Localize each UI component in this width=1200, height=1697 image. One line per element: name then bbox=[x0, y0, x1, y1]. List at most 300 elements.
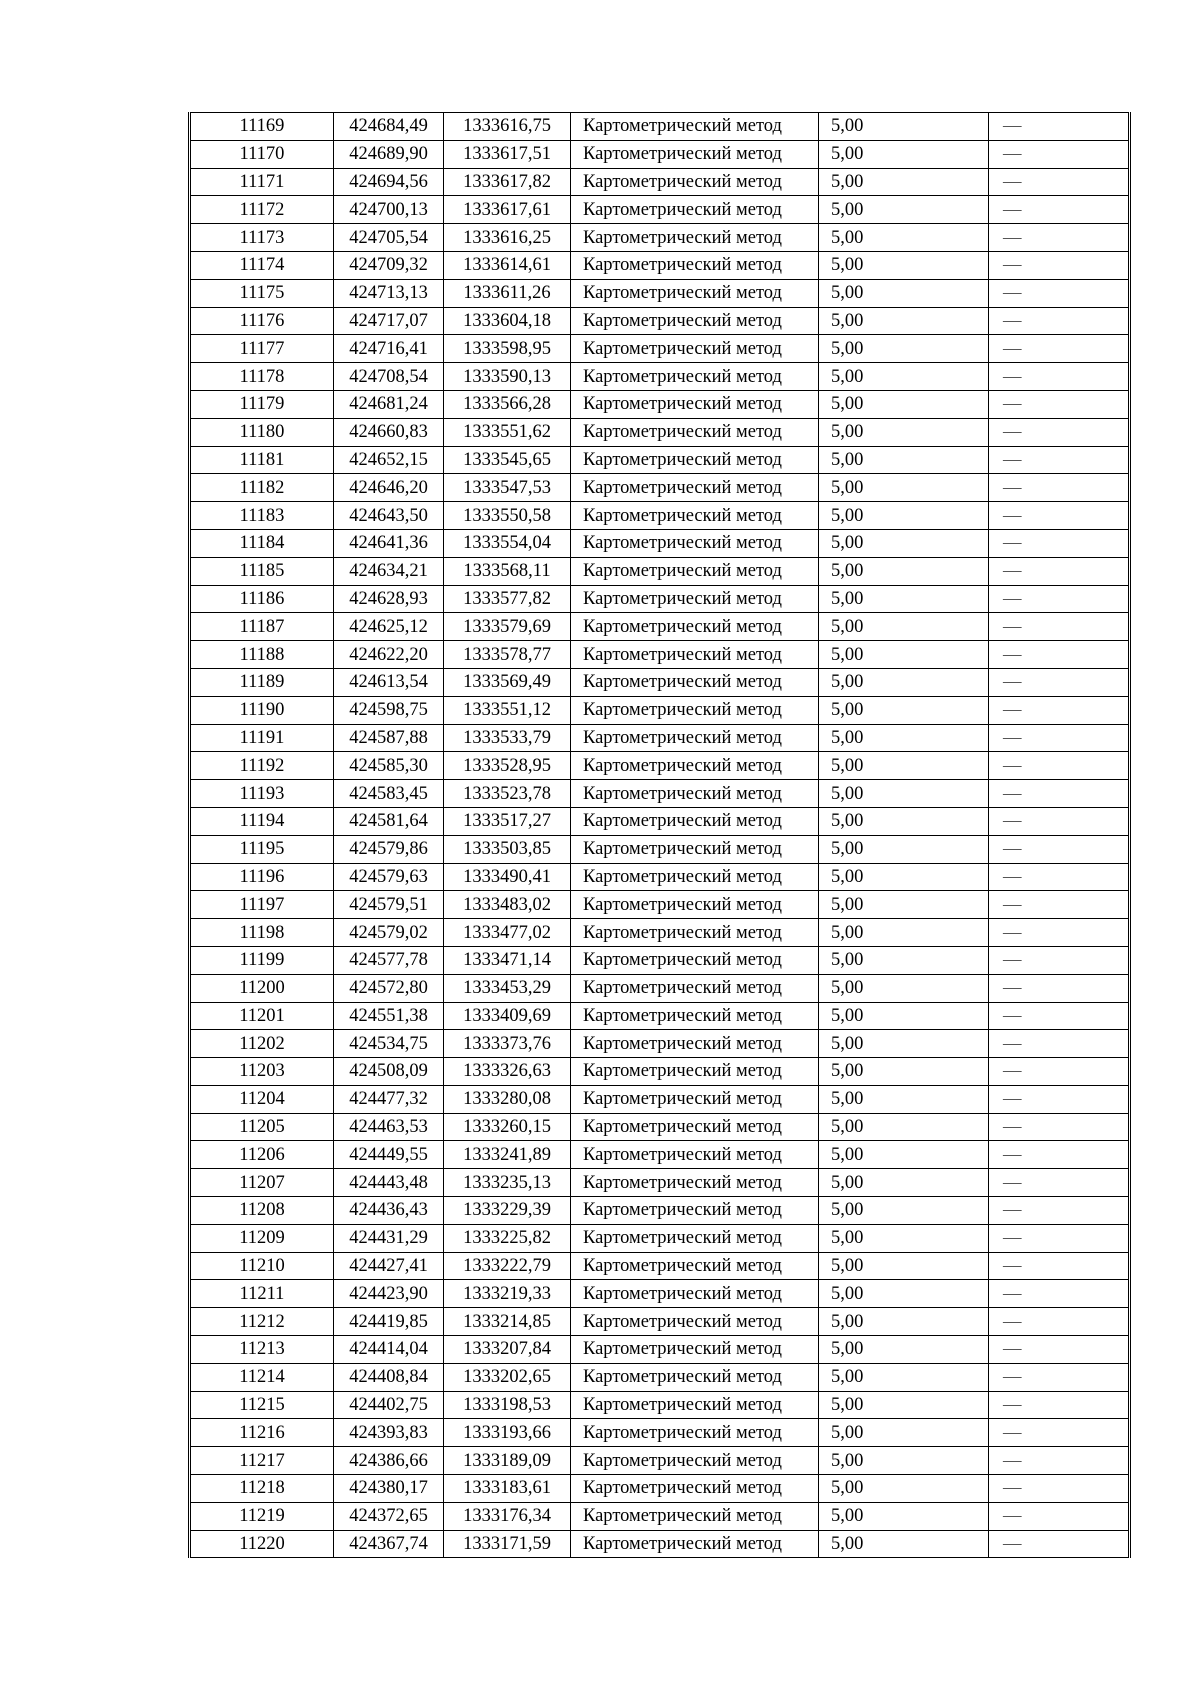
method-cell: Картометрический метод bbox=[571, 529, 819, 557]
point-number-cell: 11185 bbox=[190, 557, 334, 585]
x-coordinate-cell: 424684,49 bbox=[334, 113, 444, 141]
table-row bbox=[190, 696, 1130, 724]
point-number-cell: 11209 bbox=[190, 1224, 334, 1252]
method-cell: Картометрический метод bbox=[571, 307, 819, 335]
method-cell: Картометрический метод bbox=[571, 641, 819, 669]
x-coordinate-cell: 424613,54 bbox=[334, 668, 444, 696]
table-row bbox=[190, 363, 1130, 391]
description-cell: — bbox=[989, 279, 1130, 307]
y-coordinate-cell: 1333617,51 bbox=[444, 140, 571, 168]
table-row bbox=[190, 1224, 1130, 1252]
method-cell: Картометрический метод bbox=[571, 446, 819, 474]
y-coordinate-cell: 1333503,85 bbox=[444, 835, 571, 863]
method-cell: Картометрический метод bbox=[571, 557, 819, 585]
description-cell: — bbox=[989, 1058, 1130, 1086]
description-cell: — bbox=[989, 696, 1130, 724]
method-cell: Картометрический метод bbox=[571, 1085, 819, 1113]
x-coordinate-cell: 424386,66 bbox=[334, 1447, 444, 1475]
table-row bbox=[190, 446, 1130, 474]
accuracy-cell: 5,00 bbox=[819, 1141, 989, 1169]
point-number-cell: 11174 bbox=[190, 251, 334, 279]
point-number-cell: 11218 bbox=[190, 1475, 334, 1503]
description-cell: — bbox=[989, 1530, 1130, 1558]
x-coordinate-cell: 424581,64 bbox=[334, 807, 444, 835]
table-row bbox=[190, 1169, 1130, 1197]
table-row bbox=[190, 279, 1130, 307]
description-cell: — bbox=[989, 168, 1130, 196]
table-row bbox=[190, 168, 1130, 196]
method-cell: Картометрический метод bbox=[571, 1252, 819, 1280]
accuracy-cell: 5,00 bbox=[819, 835, 989, 863]
point-number-cell: 11173 bbox=[190, 224, 334, 252]
y-coordinate-cell: 1333235,13 bbox=[444, 1169, 571, 1197]
accuracy-cell: 5,00 bbox=[819, 1169, 989, 1197]
y-coordinate-cell: 1333241,89 bbox=[444, 1141, 571, 1169]
y-coordinate-cell: 1333517,27 bbox=[444, 807, 571, 835]
method-cell: Картометрический метод bbox=[571, 863, 819, 891]
method-cell: Картометрический метод bbox=[571, 168, 819, 196]
y-coordinate-cell: 1333577,82 bbox=[444, 585, 571, 613]
description-cell: — bbox=[989, 1502, 1130, 1530]
table-row bbox=[190, 668, 1130, 696]
method-cell: Картометрический метод bbox=[571, 1141, 819, 1169]
point-number-cell: 11201 bbox=[190, 1002, 334, 1030]
description-cell: — bbox=[989, 1141, 1130, 1169]
y-coordinate-cell: 1333229,39 bbox=[444, 1197, 571, 1225]
method-cell: Картометрический метод bbox=[571, 1113, 819, 1141]
y-coordinate-cell: 1333528,95 bbox=[444, 752, 571, 780]
y-coordinate-cell: 1333176,34 bbox=[444, 1502, 571, 1530]
x-coordinate-cell: 424634,21 bbox=[334, 557, 444, 585]
point-number-cell: 11181 bbox=[190, 446, 334, 474]
x-coordinate-cell: 424681,24 bbox=[334, 390, 444, 418]
point-number-cell: 11198 bbox=[190, 919, 334, 947]
point-number-cell: 11189 bbox=[190, 668, 334, 696]
table-row bbox=[190, 1391, 1130, 1419]
method-cell: Картометрический метод bbox=[571, 279, 819, 307]
accuracy-cell: 5,00 bbox=[819, 1197, 989, 1225]
x-coordinate-cell: 424534,75 bbox=[334, 1030, 444, 1058]
accuracy-cell: 5,00 bbox=[819, 1058, 989, 1086]
accuracy-cell: 5,00 bbox=[819, 418, 989, 446]
description-cell: — bbox=[989, 1475, 1130, 1503]
description-cell: — bbox=[989, 1030, 1130, 1058]
coordinates-table bbox=[188, 112, 1131, 1558]
x-coordinate-cell: 424700,13 bbox=[334, 196, 444, 224]
y-coordinate-cell: 1333225,82 bbox=[444, 1224, 571, 1252]
y-coordinate-cell: 1333409,69 bbox=[444, 1002, 571, 1030]
description-cell: — bbox=[989, 752, 1130, 780]
x-coordinate-cell: 424463,53 bbox=[334, 1113, 444, 1141]
description-cell: — bbox=[989, 724, 1130, 752]
point-number-cell: 11202 bbox=[190, 1030, 334, 1058]
description-cell: — bbox=[989, 1363, 1130, 1391]
description-cell: — bbox=[989, 1419, 1130, 1447]
point-number-cell: 11205 bbox=[190, 1113, 334, 1141]
y-coordinate-cell: 1333471,14 bbox=[444, 946, 571, 974]
method-cell: Картометрический метод bbox=[571, 1058, 819, 1086]
table-row bbox=[190, 224, 1130, 252]
accuracy-cell: 5,00 bbox=[819, 1113, 989, 1141]
x-coordinate-cell: 424713,13 bbox=[334, 279, 444, 307]
table-row bbox=[190, 1363, 1130, 1391]
x-coordinate-cell: 424402,75 bbox=[334, 1391, 444, 1419]
description-cell: — bbox=[989, 668, 1130, 696]
y-coordinate-cell: 1333616,25 bbox=[444, 224, 571, 252]
description-cell: — bbox=[989, 390, 1130, 418]
method-cell: Картометрический метод bbox=[571, 780, 819, 808]
y-coordinate-cell: 1333523,78 bbox=[444, 780, 571, 808]
point-number-cell: 11208 bbox=[190, 1197, 334, 1225]
table-row bbox=[190, 390, 1130, 418]
accuracy-cell: 5,00 bbox=[819, 613, 989, 641]
table-row bbox=[190, 946, 1130, 974]
point-number-cell: 11171 bbox=[190, 168, 334, 196]
method-cell: Картометрический метод bbox=[571, 696, 819, 724]
y-coordinate-cell: 1333193,66 bbox=[444, 1419, 571, 1447]
accuracy-cell: 5,00 bbox=[819, 1336, 989, 1364]
description-cell: — bbox=[989, 835, 1130, 863]
x-coordinate-cell: 424393,83 bbox=[334, 1419, 444, 1447]
point-number-cell: 11172 bbox=[190, 196, 334, 224]
description-cell: — bbox=[989, 307, 1130, 335]
description-cell: — bbox=[989, 446, 1130, 474]
description-cell: — bbox=[989, 529, 1130, 557]
point-number-cell: 11195 bbox=[190, 835, 334, 863]
point-number-cell: 11220 bbox=[190, 1530, 334, 1558]
table-row bbox=[190, 613, 1130, 641]
table-row bbox=[190, 474, 1130, 502]
table-row bbox=[190, 1030, 1130, 1058]
accuracy-cell: 5,00 bbox=[819, 1224, 989, 1252]
point-number-cell: 11213 bbox=[190, 1336, 334, 1364]
description-cell: — bbox=[989, 641, 1130, 669]
accuracy-cell: 5,00 bbox=[819, 724, 989, 752]
table-row bbox=[190, 1058, 1130, 1086]
table-row bbox=[190, 1530, 1130, 1558]
point-number-cell: 11190 bbox=[190, 696, 334, 724]
accuracy-cell: 5,00 bbox=[819, 919, 989, 947]
method-cell: Картометрический метод bbox=[571, 251, 819, 279]
method-cell: Картометрический метод bbox=[571, 1308, 819, 1336]
x-coordinate-cell: 424427,41 bbox=[334, 1252, 444, 1280]
table-row bbox=[190, 1336, 1130, 1364]
table-row bbox=[190, 557, 1130, 585]
table-row bbox=[190, 335, 1130, 363]
method-cell: Картометрический метод bbox=[571, 418, 819, 446]
method-cell: Картометрический метод bbox=[571, 1197, 819, 1225]
description-cell: — bbox=[989, 1391, 1130, 1419]
method-cell: Картометрический метод bbox=[571, 363, 819, 391]
point-number-cell: 11214 bbox=[190, 1363, 334, 1391]
method-cell: Картометрический метод bbox=[571, 724, 819, 752]
point-number-cell: 11191 bbox=[190, 724, 334, 752]
table-row bbox=[190, 1113, 1130, 1141]
y-coordinate-cell: 1333490,41 bbox=[444, 863, 571, 891]
y-coordinate-cell: 1333611,26 bbox=[444, 279, 571, 307]
description-cell: — bbox=[989, 780, 1130, 808]
point-number-cell: 11176 bbox=[190, 307, 334, 335]
point-number-cell: 11215 bbox=[190, 1391, 334, 1419]
accuracy-cell: 5,00 bbox=[819, 474, 989, 502]
point-number-cell: 11184 bbox=[190, 529, 334, 557]
description-cell: — bbox=[989, 502, 1130, 530]
method-cell: Картометрический метод bbox=[571, 807, 819, 835]
method-cell: Картометрический метод bbox=[571, 613, 819, 641]
description-cell: — bbox=[989, 613, 1130, 641]
y-coordinate-cell: 1333590,13 bbox=[444, 363, 571, 391]
x-coordinate-cell: 424694,56 bbox=[334, 168, 444, 196]
x-coordinate-cell: 424643,50 bbox=[334, 502, 444, 530]
y-coordinate-cell: 1333171,59 bbox=[444, 1530, 571, 1558]
point-number-cell: 11192 bbox=[190, 752, 334, 780]
table-row bbox=[190, 529, 1130, 557]
accuracy-cell: 5,00 bbox=[819, 1030, 989, 1058]
x-coordinate-cell: 424372,65 bbox=[334, 1502, 444, 1530]
method-cell: Картометрический метод bbox=[571, 224, 819, 252]
method-cell: Картометрический метод bbox=[571, 1502, 819, 1530]
point-number-cell: 11186 bbox=[190, 585, 334, 613]
y-coordinate-cell: 1333533,79 bbox=[444, 724, 571, 752]
x-coordinate-cell: 424583,45 bbox=[334, 780, 444, 808]
x-coordinate-cell: 424628,93 bbox=[334, 585, 444, 613]
description-cell: — bbox=[989, 557, 1130, 585]
y-coordinate-cell: 1333617,61 bbox=[444, 196, 571, 224]
description-cell: — bbox=[989, 196, 1130, 224]
x-coordinate-cell: 424443,48 bbox=[334, 1169, 444, 1197]
y-coordinate-cell: 1333280,08 bbox=[444, 1085, 571, 1113]
x-coordinate-cell: 424423,90 bbox=[334, 1280, 444, 1308]
accuracy-cell: 5,00 bbox=[819, 446, 989, 474]
point-number-cell: 11179 bbox=[190, 390, 334, 418]
coordinates-table-body bbox=[190, 113, 1130, 1558]
point-number-cell: 11211 bbox=[190, 1280, 334, 1308]
point-number-cell: 11206 bbox=[190, 1141, 334, 1169]
x-coordinate-cell: 424579,63 bbox=[334, 863, 444, 891]
x-coordinate-cell: 424587,88 bbox=[334, 724, 444, 752]
y-coordinate-cell: 1333578,77 bbox=[444, 641, 571, 669]
point-number-cell: 11199 bbox=[190, 946, 334, 974]
x-coordinate-cell: 424577,78 bbox=[334, 946, 444, 974]
description-cell: — bbox=[989, 585, 1130, 613]
description-cell: — bbox=[989, 474, 1130, 502]
method-cell: Картометрический метод bbox=[571, 113, 819, 141]
accuracy-cell: 5,00 bbox=[819, 140, 989, 168]
accuracy-cell: 5,00 bbox=[819, 1002, 989, 1030]
point-number-cell: 11210 bbox=[190, 1252, 334, 1280]
table-row bbox=[190, 140, 1130, 168]
description-cell: — bbox=[989, 1085, 1130, 1113]
y-coordinate-cell: 1333483,02 bbox=[444, 891, 571, 919]
x-coordinate-cell: 424705,54 bbox=[334, 224, 444, 252]
x-coordinate-cell: 424717,07 bbox=[334, 307, 444, 335]
y-coordinate-cell: 1333554,04 bbox=[444, 529, 571, 557]
description-cell: — bbox=[989, 113, 1130, 141]
table-row bbox=[190, 502, 1130, 530]
accuracy-cell: 5,00 bbox=[819, 668, 989, 696]
description-cell: — bbox=[989, 1447, 1130, 1475]
x-coordinate-cell: 424408,84 bbox=[334, 1363, 444, 1391]
method-cell: Картометрический метод bbox=[571, 835, 819, 863]
point-number-cell: 11200 bbox=[190, 974, 334, 1002]
x-coordinate-cell: 424708,54 bbox=[334, 363, 444, 391]
point-number-cell: 11216 bbox=[190, 1419, 334, 1447]
accuracy-cell: 5,00 bbox=[819, 752, 989, 780]
accuracy-cell: 5,00 bbox=[819, 585, 989, 613]
x-coordinate-cell: 424508,09 bbox=[334, 1058, 444, 1086]
accuracy-cell: 5,00 bbox=[819, 224, 989, 252]
method-cell: Картометрический метод bbox=[571, 502, 819, 530]
method-cell: Картометрический метод bbox=[571, 919, 819, 947]
table-row bbox=[190, 251, 1130, 279]
point-number-cell: 11217 bbox=[190, 1447, 334, 1475]
y-coordinate-cell: 1333579,69 bbox=[444, 613, 571, 641]
method-cell: Картометрический метод bbox=[571, 1363, 819, 1391]
point-number-cell: 11194 bbox=[190, 807, 334, 835]
table-row bbox=[190, 1252, 1130, 1280]
description-cell: — bbox=[989, 1113, 1130, 1141]
method-cell: Картометрический метод bbox=[571, 1419, 819, 1447]
table-row bbox=[190, 1280, 1130, 1308]
y-coordinate-cell: 1333222,79 bbox=[444, 1252, 571, 1280]
description-cell: — bbox=[989, 919, 1130, 947]
x-coordinate-cell: 424449,55 bbox=[334, 1141, 444, 1169]
accuracy-cell: 5,00 bbox=[819, 1391, 989, 1419]
table-row bbox=[190, 807, 1130, 835]
x-coordinate-cell: 424380,17 bbox=[334, 1475, 444, 1503]
description-cell: — bbox=[989, 974, 1130, 1002]
table-row bbox=[190, 780, 1130, 808]
y-coordinate-cell: 1333214,85 bbox=[444, 1308, 571, 1336]
y-coordinate-cell: 1333183,61 bbox=[444, 1475, 571, 1503]
x-coordinate-cell: 424641,36 bbox=[334, 529, 444, 557]
table-row bbox=[190, 1502, 1130, 1530]
x-coordinate-cell: 424579,51 bbox=[334, 891, 444, 919]
point-number-cell: 11177 bbox=[190, 335, 334, 363]
point-number-cell: 11212 bbox=[190, 1308, 334, 1336]
accuracy-cell: 5,00 bbox=[819, 1447, 989, 1475]
accuracy-cell: 5,00 bbox=[819, 335, 989, 363]
x-coordinate-cell: 424689,90 bbox=[334, 140, 444, 168]
accuracy-cell: 5,00 bbox=[819, 1363, 989, 1391]
y-coordinate-cell: 1333326,63 bbox=[444, 1058, 571, 1086]
accuracy-cell: 5,00 bbox=[819, 113, 989, 141]
accuracy-cell: 5,00 bbox=[819, 307, 989, 335]
y-coordinate-cell: 1333202,65 bbox=[444, 1363, 571, 1391]
table-row bbox=[190, 1475, 1130, 1503]
x-coordinate-cell: 424709,32 bbox=[334, 251, 444, 279]
accuracy-cell: 5,00 bbox=[819, 502, 989, 530]
method-cell: Картометрический метод bbox=[571, 974, 819, 1002]
table-row bbox=[190, 919, 1130, 947]
description-cell: — bbox=[989, 807, 1130, 835]
y-coordinate-cell: 1333617,82 bbox=[444, 168, 571, 196]
method-cell: Картометрический метод bbox=[571, 1475, 819, 1503]
accuracy-cell: 5,00 bbox=[819, 529, 989, 557]
table-row bbox=[190, 1419, 1130, 1447]
y-coordinate-cell: 1333551,62 bbox=[444, 418, 571, 446]
description-cell: — bbox=[989, 863, 1130, 891]
table-row bbox=[190, 863, 1130, 891]
description-cell: — bbox=[989, 1002, 1130, 1030]
table-row bbox=[190, 1447, 1130, 1475]
point-number-cell: 11169 bbox=[190, 113, 334, 141]
x-coordinate-cell: 424436,43 bbox=[334, 1197, 444, 1225]
method-cell: Картометрический метод bbox=[571, 752, 819, 780]
x-coordinate-cell: 424419,85 bbox=[334, 1308, 444, 1336]
y-coordinate-cell: 1333604,18 bbox=[444, 307, 571, 335]
y-coordinate-cell: 1333453,29 bbox=[444, 974, 571, 1002]
method-cell: Картометрический метод bbox=[571, 1224, 819, 1252]
y-coordinate-cell: 1333477,02 bbox=[444, 919, 571, 947]
accuracy-cell: 5,00 bbox=[819, 641, 989, 669]
y-coordinate-cell: 1333207,84 bbox=[444, 1336, 571, 1364]
point-number-cell: 11187 bbox=[190, 613, 334, 641]
accuracy-cell: 5,00 bbox=[819, 168, 989, 196]
x-coordinate-cell: 424716,41 bbox=[334, 335, 444, 363]
point-number-cell: 11175 bbox=[190, 279, 334, 307]
y-coordinate-cell: 1333614,61 bbox=[444, 251, 571, 279]
y-coordinate-cell: 1333550,58 bbox=[444, 502, 571, 530]
description-cell: — bbox=[989, 1169, 1130, 1197]
point-number-cell: 11207 bbox=[190, 1169, 334, 1197]
accuracy-cell: 5,00 bbox=[819, 1502, 989, 1530]
table-row bbox=[190, 1141, 1130, 1169]
x-coordinate-cell: 424579,86 bbox=[334, 835, 444, 863]
x-coordinate-cell: 424431,29 bbox=[334, 1224, 444, 1252]
y-coordinate-cell: 1333260,15 bbox=[444, 1113, 571, 1141]
table-row bbox=[190, 835, 1130, 863]
accuracy-cell: 5,00 bbox=[819, 1419, 989, 1447]
accuracy-cell: 5,00 bbox=[819, 696, 989, 724]
accuracy-cell: 5,00 bbox=[819, 279, 989, 307]
accuracy-cell: 5,00 bbox=[819, 363, 989, 391]
accuracy-cell: 5,00 bbox=[819, 1085, 989, 1113]
description-cell: — bbox=[989, 335, 1130, 363]
point-number-cell: 11193 bbox=[190, 780, 334, 808]
table-row bbox=[190, 752, 1130, 780]
table-row bbox=[190, 585, 1130, 613]
accuracy-cell: 5,00 bbox=[819, 863, 989, 891]
accuracy-cell: 5,00 bbox=[819, 196, 989, 224]
table-row bbox=[190, 307, 1130, 335]
method-cell: Картометрический метод bbox=[571, 474, 819, 502]
y-coordinate-cell: 1333373,76 bbox=[444, 1030, 571, 1058]
y-coordinate-cell: 1333568,11 bbox=[444, 557, 571, 585]
description-cell: — bbox=[989, 1252, 1130, 1280]
table-row bbox=[190, 641, 1130, 669]
accuracy-cell: 5,00 bbox=[819, 1475, 989, 1503]
x-coordinate-cell: 424414,04 bbox=[334, 1336, 444, 1364]
table-row bbox=[190, 1002, 1130, 1030]
description-cell: — bbox=[989, 891, 1130, 919]
point-number-cell: 11183 bbox=[190, 502, 334, 530]
table-row bbox=[190, 418, 1130, 446]
method-cell: Картометрический метод bbox=[571, 1391, 819, 1419]
point-number-cell: 11170 bbox=[190, 140, 334, 168]
point-number-cell: 11178 bbox=[190, 363, 334, 391]
point-number-cell: 11204 bbox=[190, 1085, 334, 1113]
method-cell: Картометрический метод bbox=[571, 1030, 819, 1058]
point-number-cell: 11197 bbox=[190, 891, 334, 919]
x-coordinate-cell: 424646,20 bbox=[334, 474, 444, 502]
y-coordinate-cell: 1333598,95 bbox=[444, 335, 571, 363]
method-cell: Картометрический метод bbox=[571, 1280, 819, 1308]
y-coordinate-cell: 1333551,12 bbox=[444, 696, 571, 724]
table-row bbox=[190, 113, 1130, 141]
description-cell: — bbox=[989, 140, 1130, 168]
table-row bbox=[190, 974, 1130, 1002]
